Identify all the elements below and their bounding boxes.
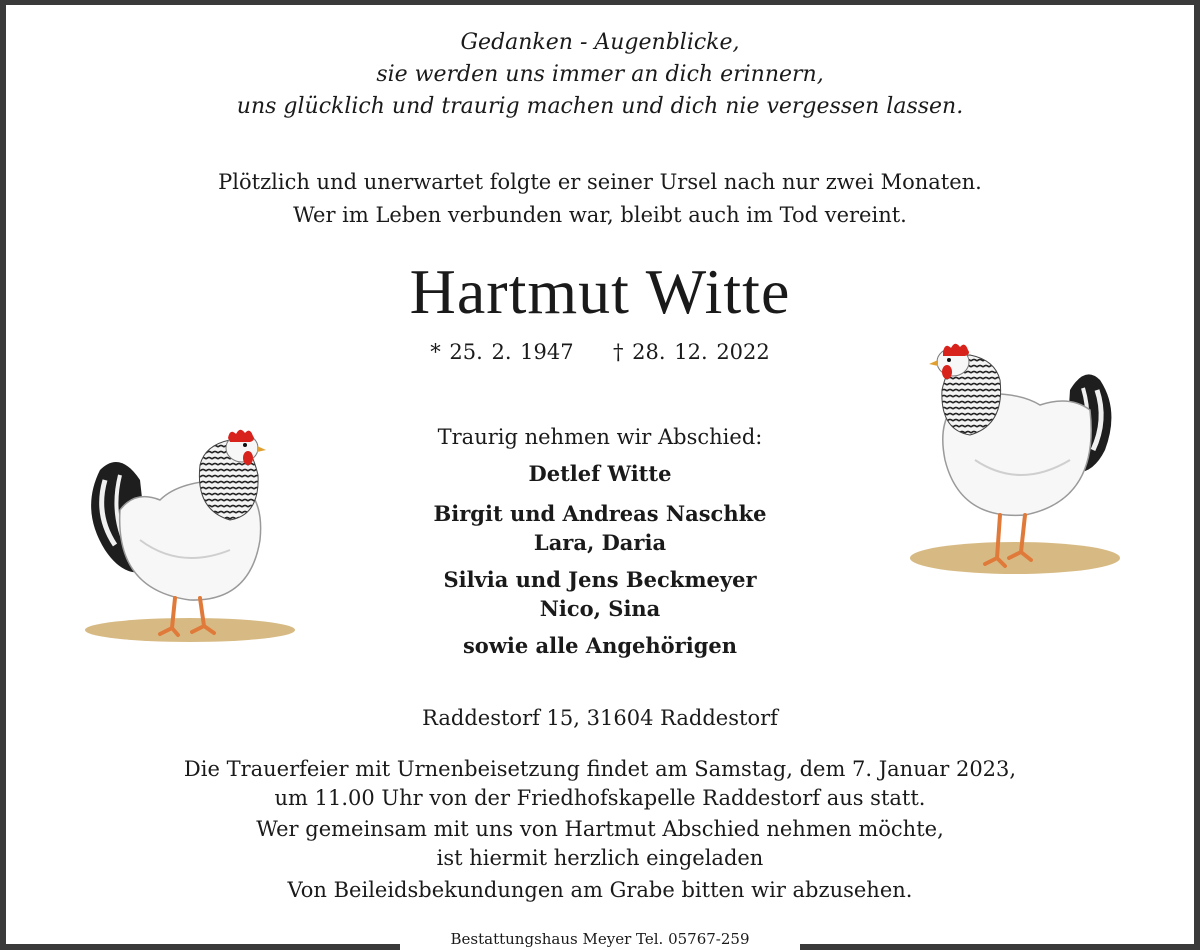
ceremony-line-2: um 11.00 Uhr von der Friedhofskapelle Raddestorf aus statt. — [274, 786, 926, 810]
frame-top-border — [0, 0, 1200, 5]
poem-line-1: Gedanken - Augenblicke, — [460, 30, 740, 55]
beak — [929, 360, 938, 366]
poem-line-2: sie werden uns immer an dich erinnern, — [376, 62, 824, 87]
frame-bottom-border-right — [800, 944, 1200, 950]
mourner-4: Silvia und Jens Beckmeyer — [443, 567, 757, 592]
comb — [228, 430, 254, 442]
ceremony-line-4: ist hiermit herzlich eingeladen — [436, 846, 764, 870]
ceremony-line-3: Wer gemeinsam mit uns von Hartmut Abschied nehmen möchte, — [256, 817, 944, 841]
intro-line-1: Plötzlich und unerwartet folgte er seiner Ursel nach nur zwei Monaten. — [218, 170, 982, 194]
mourner-2: Birgit und Andreas Naschke — [433, 501, 767, 526]
poem-line-3: uns glücklich und traurig machen und dich nie vergessen lassen. — [236, 94, 964, 119]
eye — [947, 358, 951, 362]
mourner-5: Nico, Sina — [539, 596, 661, 621]
ceremony-line-1: Die Trauerfeier mit Urnenbeisetzung findet am Samstag, dem 7. Januar 2023, — [183, 757, 1017, 781]
comb — [943, 344, 969, 356]
hen-illustration-right — [905, 340, 1120, 585]
deceased-name: Hartmut Witte — [409, 256, 791, 327]
mourner-1: Detlef Witte — [528, 461, 672, 486]
frame-bottom-border-left — [0, 944, 400, 950]
intro-line-2: Wer im Leben verbunden war, bleibt auch im Tod vereint. — [293, 203, 907, 227]
eye — [243, 443, 247, 447]
funeral-home-footer: Bestattungshaus Meyer Tel. 05767-259 — [450, 930, 750, 948]
ceremony-line-5: Von Beileidsbekundungen am Grabe bitten wir abzusehen. — [287, 878, 913, 902]
mourner-3: Lara, Daria — [533, 530, 667, 555]
beak — [257, 446, 266, 452]
birth-date: * 25. 2. 1947 — [430, 340, 574, 364]
wattle — [942, 365, 952, 379]
ground-patch — [85, 618, 295, 642]
mourners-heading: Traurig nehmen wir Abschied: — [437, 425, 763, 449]
hen-illustration-left — [80, 420, 300, 650]
mourner-6: sowie alle Angehörigen — [462, 633, 738, 658]
address: Raddestorf 15, 31604 Raddestorf — [422, 706, 778, 730]
ground-patch — [910, 542, 1120, 574]
death-date: † 28. 12. 2022 — [613, 340, 770, 364]
wattle — [243, 451, 253, 465]
